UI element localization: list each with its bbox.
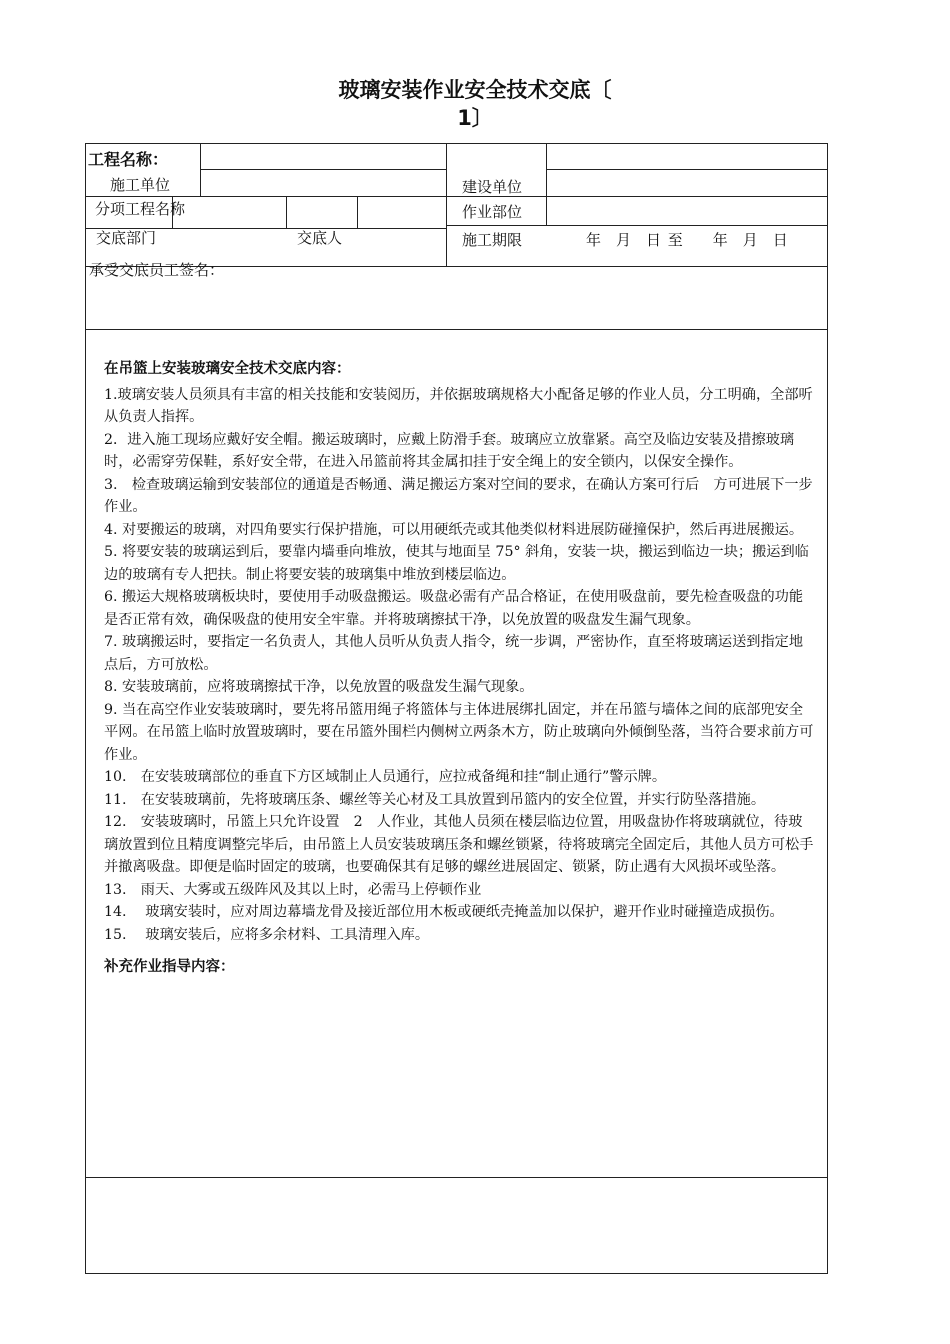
- content-item-8: 8. 安装玻璃前，应将玻璃擦拭干净，以免放置的吸盘发生漏气现象。: [104, 679, 534, 695]
- construction-unit-label: 施工单位: [110, 176, 171, 194]
- content-item-9: 9. 当在高空作业安装玻璃时，要先将吊篮用绳子将篮体与主体进展绑扎固定，并在吊篮与墙体之间的底部兜安全平网。在吊篮上临时放置玻璃时，要在吊篮外围栏内侧树立两条木方，防止玻璃向外倾倒坠落，当符合要求前方可作业。: [104, 701, 814, 763]
- content-item-10: 10. 在安装玻璃部位的垂直下方区域制止人员通行，应拉戒备绳和挂“制止通行”警示牌。: [104, 769, 667, 785]
- signature-label: 承受交底员工签名：: [89, 261, 225, 279]
- project-name-label: 工程名称：: [88, 150, 169, 169]
- content-item-13: 13. 雨天、大雾或五级阵风及其以上时，必需马上停顿作业: [104, 881, 482, 898]
- content-item-12: 12. 安装玻璃时，吊篮上只允许设置 2 人作业，其他人员须在楼层临边位置，用吸盘协作将玻璃就位，待玻璃放置到位且精度调整完毕后，由吊篮上人员安装玻璃压条和螺丝锁紧，待将玻璃完全固定后，其他人员方可松手并撤离吸盘。即便是临时固定的玻璃，也要确保其有足够的螺丝进展固定、锁紧，防止遇有大风损坏或坠落。: [104, 814, 814, 875]
- content-item-11: 11. 在安装玻璃前，先将玻璃压条、螺丝等关心材及工具放置到吊篮内的安全位置，并实行防坠落措施。: [104, 791, 766, 808]
- disclosure-dept-label: 交底部门: [96, 229, 157, 247]
- supplement-heading: 补充作业指导内容：: [104, 959, 235, 975]
- content-item-14: 14. 玻璃安装时，应对周边幕墙龙骨及接近部位用木板或硬纸壳掩盖加以保护，避开作业时碰撞造成损伤。: [104, 904, 784, 920]
- builder-unit-label: 建设单位: [462, 178, 523, 196]
- disclosure-content: [104, 358, 816, 979]
- discloser-label: 交底人: [297, 229, 343, 247]
- content-item-5: 5. 将要安装的玻璃运到后，要靠内墙垂向堆放，使其与地面呈 75° 斜角，安装一块，搬运到临边一块；搬运到临边的玻璃有专人把扶。制止将要安装的玻璃集中堆放到楼层临边。: [104, 544, 809, 583]
- content-item-7: 7. 玻璃搬运时，要指定一名负责人，其他人员听从负责人指令，统一步调，严密协作，直至将玻璃运送到指定地点后，方可放松。: [104, 634, 804, 673]
- document-title-line1: 玻璃安装作业安全技术交底〔: [338, 78, 612, 102]
- content-item-3: 3. 检查玻璃运输到安装部位的通道是否畅通、满足搬运方案对空间的要求，在确认方案可行后 方可进展下一步作业。: [104, 476, 813, 515]
- content-item-4: 4. 对要搬运的玻璃，对四角要实行保护措施，可以用硬纸壳或其他类似材料进展防碰撞保护，然后再进展搬运。: [104, 521, 804, 538]
- work-location-label: 作业部位: [462, 203, 523, 221]
- content-item-15: 15. 玻璃安装后，应将多余材料、工具清理入库。: [104, 926, 430, 943]
- content-item-2: 2．进入施工现场应戴好安全帽。搬运玻璃时，应戴上防滑手套。玻璃应立放靠紧。高空及临边安装及措擦玻璃时，必需穿劳保鞋，系好安全带，在进入吊篮前将其金属扣挂于安全绳上的安全锁内，以保安全操作。: [104, 431, 795, 470]
- period-label: 施工期限: [462, 231, 523, 249]
- content-heading: 在吊篮上安装玻璃安全技术交底内容：: [104, 361, 351, 377]
- subproject-name-label: 分项工程名称: [95, 200, 186, 218]
- document-title-line2: 1〕: [457, 106, 493, 130]
- content-item-1: 1.玻璃安装人员须具有丰富的相关技能和安装阅历，并依据玻璃规格大小配备足够的作业人员，分工明确，全部听从负责人指挥。: [104, 386, 813, 425]
- content-item-6: 6. 搬运大规格玻璃板块时，要使用手动吸盘搬运。吸盘必需有产品合格证，在使用吸盘前，要先检查吸盘的功能是否正常有效，确保吸盘的使用安全牢靠。并将玻璃擦拭干净，以免放置的吸盘发生漏气现象。: [104, 589, 804, 628]
- period-value: 年 月 日 至 年 月 日: [586, 231, 788, 249]
